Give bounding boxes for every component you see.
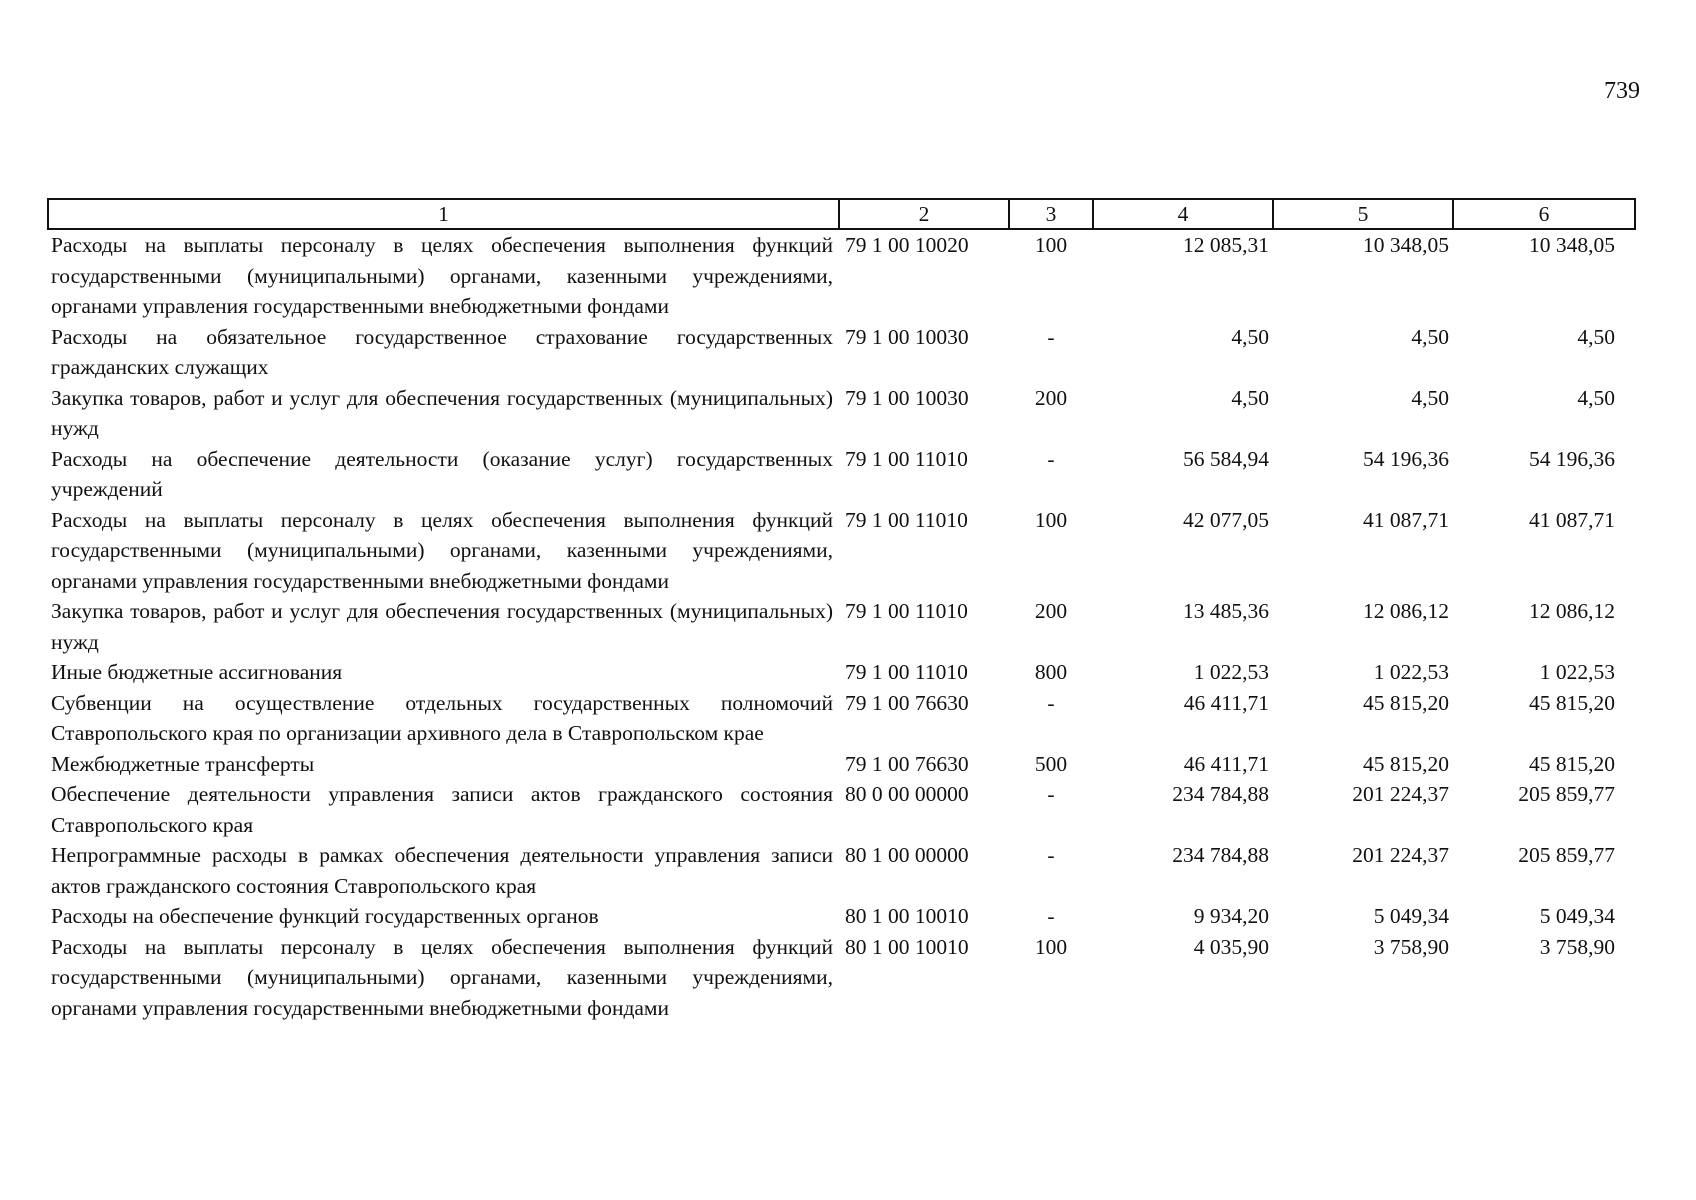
budget-code: 79 1 00 76630 (845, 751, 969, 776)
amount-col-6: 45 815,20 (1529, 751, 1615, 776)
budget-code: 80 1 00 10010 (845, 934, 969, 959)
expense-name: Межбюджетные трансферты (51, 751, 315, 776)
amount-col-5: 4,50 (1411, 385, 1449, 410)
page-number: 739 (1604, 78, 1640, 104)
amount-col-5: 45 815,20 (1363, 690, 1449, 715)
budget-code: 80 1 00 10010 (845, 904, 969, 928)
amount-col-6: 41 087,71 (1529, 507, 1615, 532)
amount-col-4: 9 934,20 (1193, 904, 1269, 928)
amount-col-5: 5 049,34 (1373, 904, 1449, 928)
amount-col-5: 201 224,37 (1352, 843, 1449, 867)
amount-col-4: 13 485,36 (1183, 599, 1269, 623)
table-row (48, 229, 1635, 322)
amount-col-6: 5 049,34 (1539, 904, 1615, 928)
expense-name: Непрограммные расходы в рамках обеспечения деятельности управления записи актов гражданского состояния Ставропольского края (51, 843, 833, 898)
amount-col-4: 42 077,05 (1183, 507, 1269, 532)
column-header-5: 5 (1273, 199, 1453, 229)
amount-col-6: 4,50 (1577, 324, 1615, 349)
amount-col-4: 46 411,71 (1183, 690, 1269, 715)
expense-type: - (1047, 904, 1055, 928)
amount-col-5: 12 086,12 (1363, 599, 1449, 623)
expense-type: 200 (1034, 385, 1068, 410)
budget-code: 79 1 00 76630 (845, 690, 969, 715)
amount-col-4: 234 784,88 (1172, 782, 1269, 806)
table-row (48, 779, 1635, 840)
amount-col-4: 46 411,71 (1183, 751, 1269, 776)
amount-col-5: 10 348,05 (1363, 233, 1449, 257)
table-header-row (48, 199, 1635, 229)
budget-code: 79 1 00 10030 (845, 385, 969, 410)
amount-col-4: 56 584,94 (1183, 446, 1269, 471)
amount-col-4: 4,50 (1231, 324, 1269, 349)
expense-type: 800 (1034, 660, 1068, 684)
amount-col-5: 45 815,20 (1363, 751, 1449, 776)
expense-name: Иные бюджетные ассигнования (51, 660, 343, 684)
table-row (48, 383, 1635, 444)
expense-name: Расходы на обеспечение функций государственных органов (51, 904, 599, 928)
amount-col-6: 205 859,77 (1518, 782, 1615, 806)
amount-col-6: 1 022,53 (1539, 660, 1615, 684)
table-row (48, 688, 1635, 749)
budget-table (47, 198, 1636, 1023)
amount-col-4: 234 784,88 (1172, 843, 1269, 867)
column-header-3: 3 (1009, 199, 1093, 229)
expense-name: Субвенции на осуществление отдельных государственных полномочий Ставропольского края по организации архивного дела в Ставропольском крае (51, 690, 833, 745)
amount-col-4: 4 035,90 (1193, 934, 1269, 959)
amount-col-5: 1 022,53 (1373, 660, 1449, 684)
budget-code: 79 1 00 10030 (845, 324, 969, 349)
amount-col-5: 3 758,90 (1373, 934, 1449, 959)
budget-code: 79 1 00 11010 (845, 660, 968, 684)
amount-col-5: 41 087,71 (1363, 507, 1449, 532)
table-row (48, 657, 1635, 688)
budget-code: 79 1 00 11010 (845, 599, 968, 623)
amount-col-4: 4,50 (1231, 385, 1269, 410)
budget-code: 79 1 00 10020 (845, 233, 969, 257)
amount-col-5: 54 196,36 (1363, 446, 1449, 471)
budget-code: 80 1 00 00000 (845, 843, 969, 867)
amount-col-6: 54 196,36 (1529, 446, 1615, 471)
expense-name: Закупка товаров, работ и услуг для обеспечения государственных (муниципальных) нужд (51, 385, 833, 440)
table-row (48, 596, 1635, 657)
budget-code: 80 0 00 00000 (845, 782, 969, 806)
expense-name: Обеспечение деятельности управления записи актов гражданского состояния Ставропольского края (51, 782, 833, 837)
column-header-6: 6 (1453, 199, 1635, 229)
expense-name: Расходы на обязательное государственное страхование государственных гражданских служащих (51, 324, 833, 379)
table-row (48, 505, 1635, 597)
amount-col-6: 205 859,77 (1518, 843, 1615, 867)
expense-type: - (1047, 324, 1055, 349)
expense-name: Расходы на обеспечение деятельности (оказание услуг) государственных учреждений (51, 446, 833, 501)
expense-name: Расходы на выплаты персоналу в целях обеспечения выполнения функций государственными (муниципальными) органами, казенными учреждениями, органами управления государственными внебюджетными фондами (51, 934, 833, 1020)
amount-col-4: 1 022,53 (1193, 660, 1269, 684)
amount-col-6: 4,50 (1577, 385, 1615, 410)
expense-type: 100 (1034, 233, 1068, 257)
expense-type: - (1047, 446, 1055, 471)
table-row (48, 749, 1635, 780)
table-row (48, 901, 1635, 932)
amount-col-4: 12 085,31 (1183, 233, 1269, 257)
table-row (48, 444, 1635, 505)
table-row (48, 932, 1635, 1024)
amount-col-6: 10 348,05 (1529, 233, 1615, 257)
column-header-4: 4 (1093, 199, 1273, 229)
budget-code: 79 1 00 11010 (845, 507, 968, 532)
table-row (48, 840, 1635, 901)
column-header-2: 2 (839, 199, 1009, 229)
budget-code: 79 1 00 11010 (845, 446, 968, 471)
amount-col-6: 12 086,12 (1529, 599, 1615, 623)
expense-type: - (1047, 843, 1055, 867)
expense-type: - (1047, 782, 1055, 806)
column-header-1: 1 (48, 199, 839, 229)
amount-col-6: 3 758,90 (1539, 934, 1615, 959)
expense-name: Расходы на выплаты персоналу в целях обеспечения выполнения функций государственными (муниципальными) органами, казенными учреждениями, органами управления государственными внебюджетными фондами (51, 507, 833, 593)
expense-type: 200 (1034, 599, 1068, 623)
expense-type: 100 (1034, 934, 1068, 959)
amount-col-6: 45 815,20 (1529, 690, 1615, 715)
expense-type: - (1047, 690, 1055, 715)
expense-name: Закупка товаров, работ и услуг для обеспечения государственных (муниципальных) нужд (51, 599, 833, 654)
table-row (48, 322, 1635, 383)
expense-name: Расходы на выплаты персоналу в целях обеспечения выполнения функций государственными (муниципальными) органами, казенными учреждениями, органами управления государственными внебюджетными фондами (51, 233, 833, 318)
expense-type: 500 (1034, 751, 1068, 776)
amount-col-5: 4,50 (1411, 324, 1449, 349)
amount-col-5: 201 224,37 (1352, 782, 1449, 806)
expense-type: 100 (1034, 507, 1068, 532)
